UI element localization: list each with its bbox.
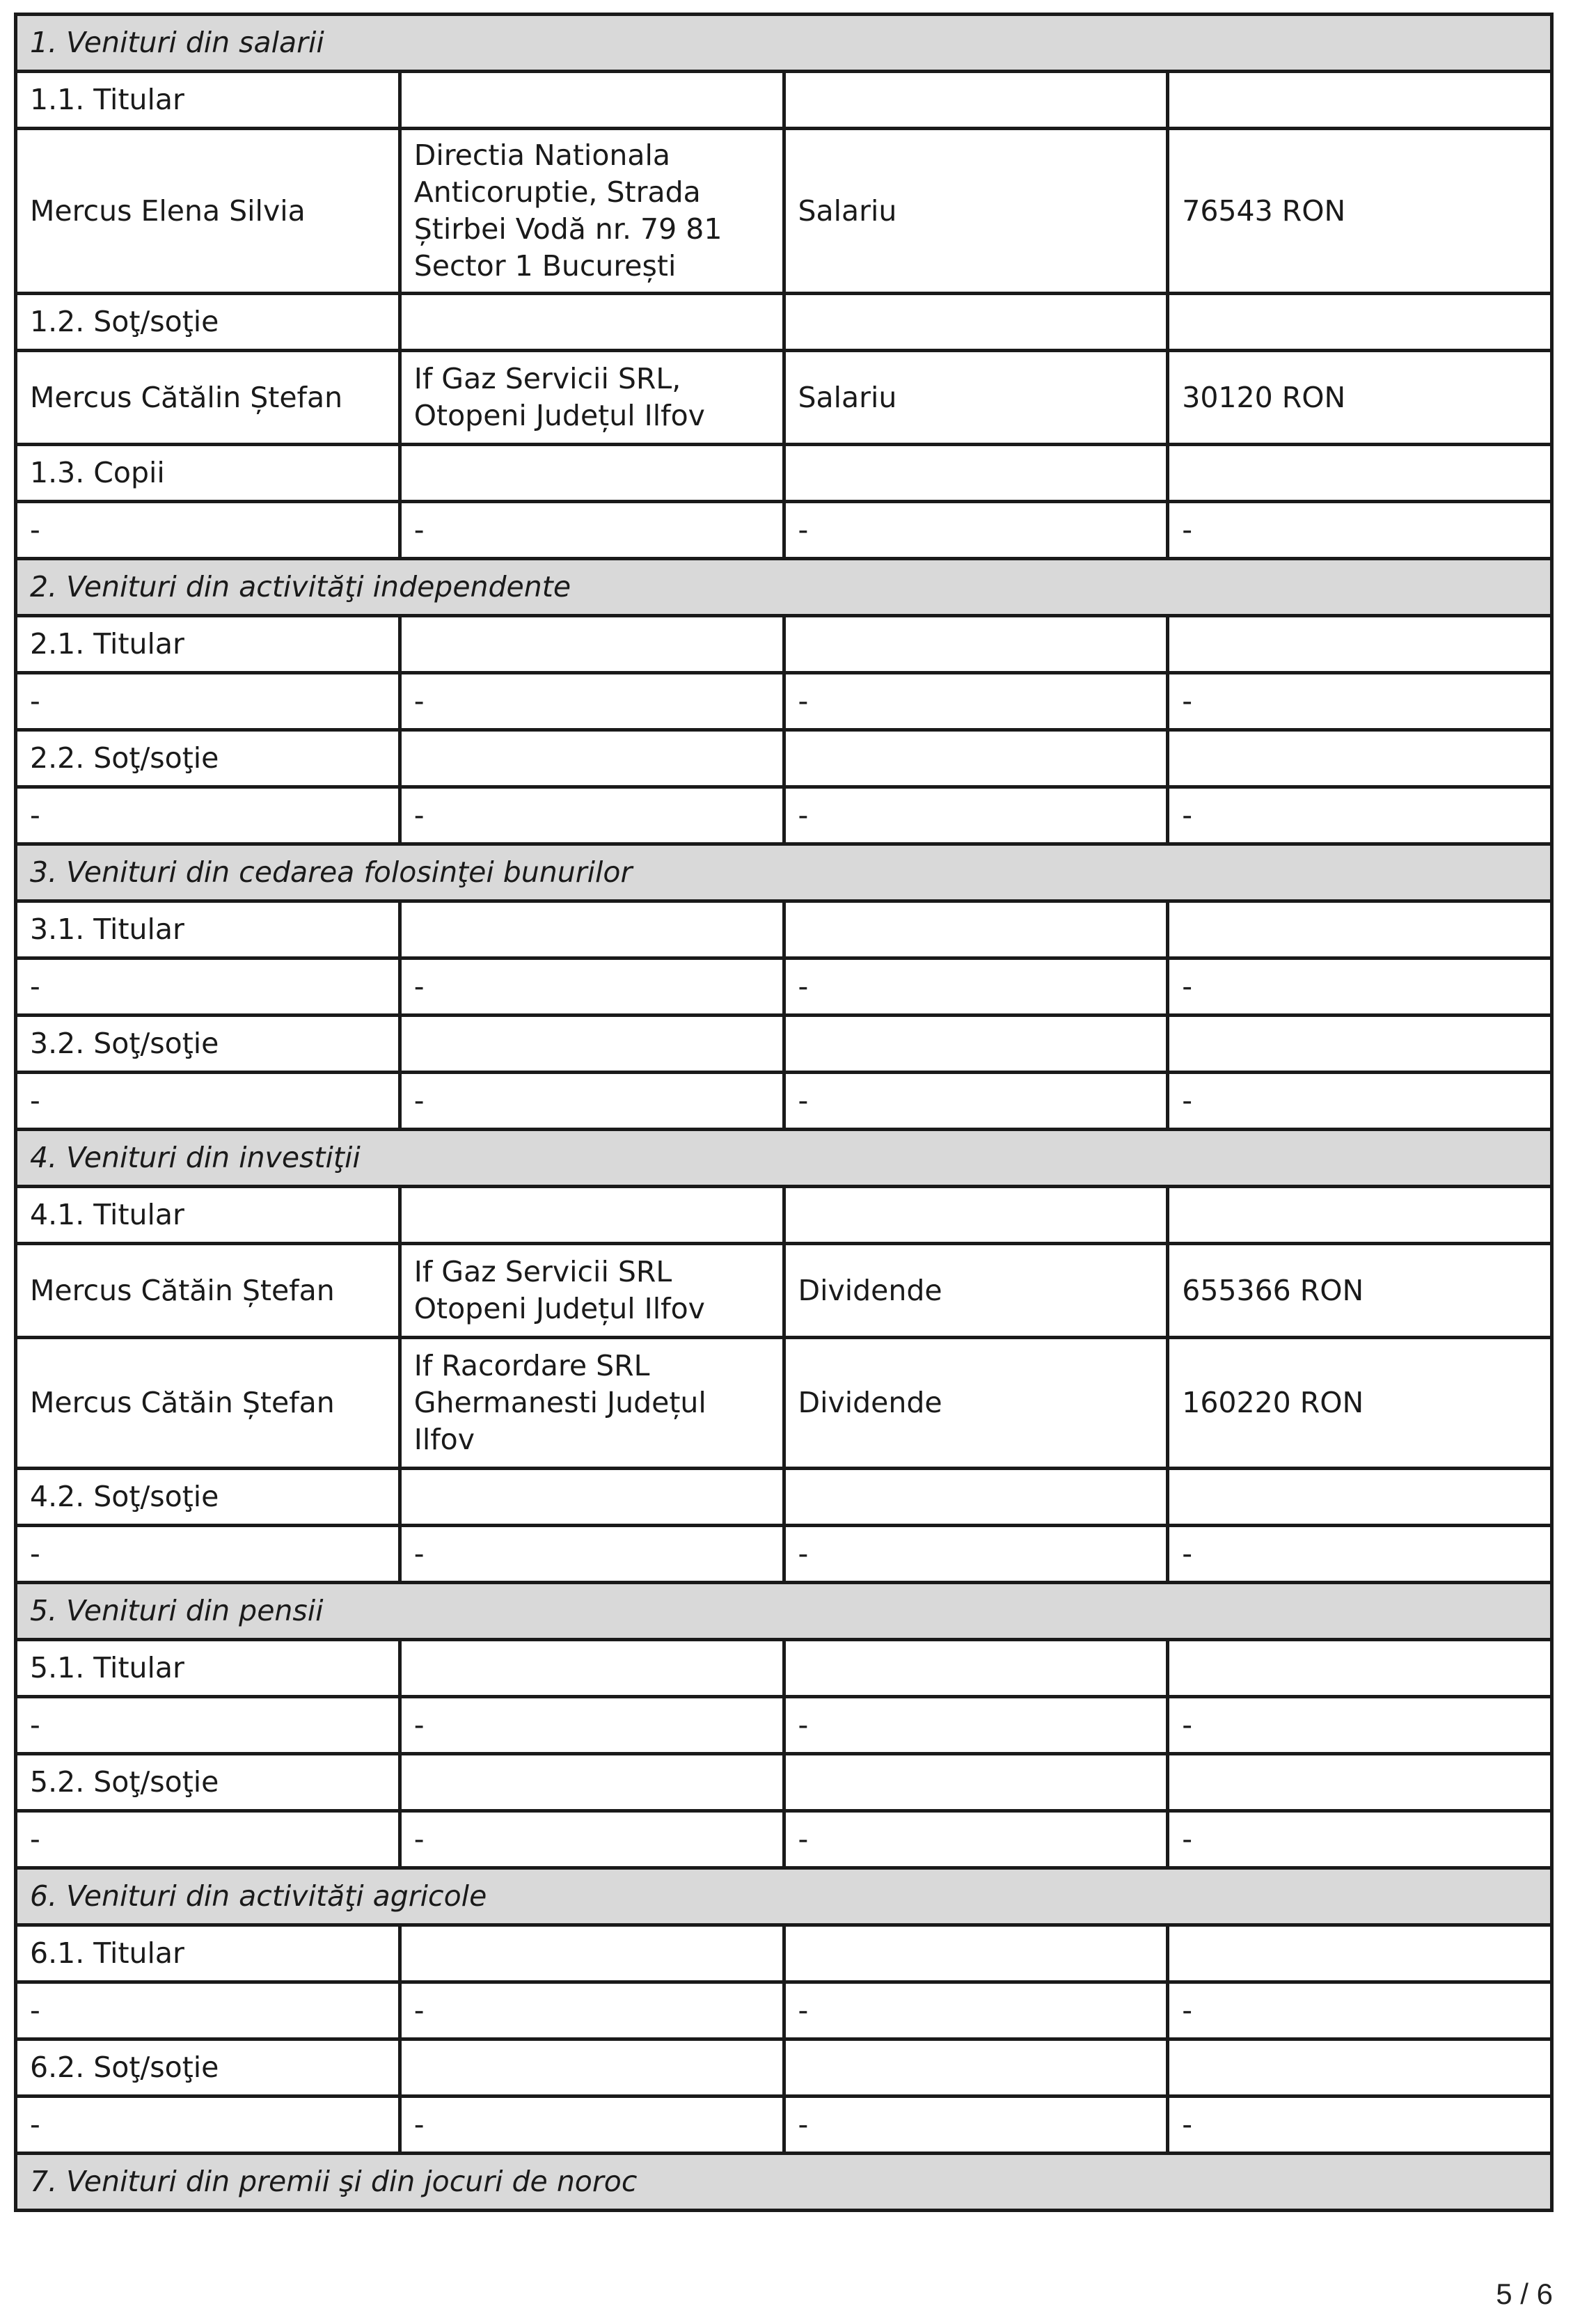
table-row <box>16 1338 1552 1469</box>
section-title: 7. Venituri din premii şi din jocuri de noroc <box>16 2154 1552 2211</box>
income-cell: - <box>1168 1526 1552 1583</box>
person-cell: 3.2. Soţ/soţie <box>16 1016 400 1073</box>
person-cell: - <box>16 1697 400 1754</box>
person-cell: - <box>16 1073 400 1130</box>
income-cell: 76543 RON <box>1168 129 1552 294</box>
person-cell: - <box>16 673 400 730</box>
person-cell: 1.2. Soţ/soţie <box>16 294 400 351</box>
table-row <box>16 1982 1552 2039</box>
person-cell: - <box>16 958 400 1016</box>
person-cell: 3.1. Titular <box>16 901 400 958</box>
income-cell <box>1168 1469 1552 1526</box>
person-cell: Mercus Cătăin Ștefan <box>16 1244 400 1338</box>
person-cell: 1.1. Titular <box>16 72 400 129</box>
income-cell <box>1168 901 1552 958</box>
source-cell <box>400 616 784 673</box>
person-cell: - <box>16 1811 400 1868</box>
income-cell: 160220 RON <box>1168 1338 1552 1469</box>
source-cell <box>400 1640 784 1697</box>
source-cell <box>400 1187 784 1244</box>
source-cell <box>400 1925 784 1982</box>
section-title: 4. Venituri din investiţii <box>16 1130 1552 1187</box>
table-row <box>16 445 1552 502</box>
section-title: 2. Venituri din activităţi independente <box>16 559 1552 616</box>
service-cell <box>784 730 1168 787</box>
service-cell: - <box>784 958 1168 1016</box>
table-row <box>16 673 1552 730</box>
table-row <box>16 129 1552 294</box>
income-cell <box>1168 1754 1552 1811</box>
source-cell: - <box>400 958 784 1016</box>
table-row <box>16 294 1552 351</box>
service-cell <box>784 2039 1168 2097</box>
person-cell: 6.2. Soţ/soţie <box>16 2039 400 2097</box>
source-cell <box>400 294 784 351</box>
service-cell: Dividende <box>784 1338 1168 1469</box>
table-row <box>16 1754 1552 1811</box>
source-cell <box>400 1016 784 1073</box>
person-cell: Mercus Elena Silvia <box>16 129 400 294</box>
section-header-row <box>16 1868 1552 1925</box>
service-cell: - <box>784 502 1168 559</box>
income-cell <box>1168 616 1552 673</box>
section-header-row <box>16 559 1552 616</box>
income-cell <box>1168 72 1552 129</box>
source-cell: If Racordare SRL Ghermanesti Județul Ilfov <box>400 1338 784 1469</box>
service-cell: - <box>784 1073 1168 1130</box>
service-cell: Salariu <box>784 351 1168 445</box>
section-title: 6. Venituri din activităţi agricole <box>16 1868 1552 1925</box>
table-row <box>16 1016 1552 1073</box>
source-cell: - <box>400 673 784 730</box>
source-cell <box>400 2039 784 2097</box>
service-cell: - <box>784 787 1168 844</box>
section-title: 5. Venituri din pensii <box>16 1583 1552 1640</box>
section-title: 1. Venituri din salarii <box>16 15 1552 72</box>
table-row <box>16 502 1552 559</box>
source-cell <box>400 901 784 958</box>
income-cell <box>1168 730 1552 787</box>
service-cell <box>784 1640 1168 1697</box>
source-cell <box>400 72 784 129</box>
income-cell <box>1168 2039 1552 2097</box>
service-cell: - <box>784 1811 1168 1868</box>
table-row <box>16 616 1552 673</box>
service-cell: Dividende <box>784 1244 1168 1338</box>
table-row <box>16 1697 1552 1754</box>
income-declaration-table <box>14 13 1554 2212</box>
income-cell <box>1168 1187 1552 1244</box>
source-cell: - <box>400 1073 784 1130</box>
service-cell: - <box>784 673 1168 730</box>
person-cell: - <box>16 2097 400 2154</box>
income-cell: - <box>1168 2097 1552 2154</box>
person-cell: 4.2. Soţ/soţie <box>16 1469 400 1526</box>
service-cell <box>784 1925 1168 1982</box>
person-cell: - <box>16 1526 400 1583</box>
income-cell: 655366 RON <box>1168 1244 1552 1338</box>
service-cell: - <box>784 1526 1168 1583</box>
income-cell: - <box>1168 958 1552 1016</box>
person-cell: 6.1. Titular <box>16 1925 400 1982</box>
table-row <box>16 72 1552 129</box>
service-cell <box>784 1469 1168 1526</box>
table-row <box>16 901 1552 958</box>
source-cell: If Gaz Servicii SRL Otopeni Județul Ilfov <box>400 1244 784 1338</box>
source-cell <box>400 730 784 787</box>
table-row <box>16 351 1552 445</box>
income-cell: - <box>1168 1073 1552 1130</box>
source-cell: Directia Nationala Anticoruptie, Strada Știrbei Vodă nr. 79 81 Sector 1 București <box>400 129 784 294</box>
income-cell <box>1168 1640 1552 1697</box>
table-row <box>16 2097 1552 2154</box>
table-row <box>16 787 1552 844</box>
income-cell: - <box>1168 1982 1552 2039</box>
table-row <box>16 1073 1552 1130</box>
source-cell: - <box>400 787 784 844</box>
table-row <box>16 1187 1552 1244</box>
section-header-row <box>16 1583 1552 1640</box>
income-cell <box>1168 445 1552 502</box>
table-row <box>16 1469 1552 1526</box>
service-cell <box>784 1754 1168 1811</box>
income-cell <box>1168 1925 1552 1982</box>
income-cell: - <box>1168 502 1552 559</box>
person-cell: Mercus Cătăin Ștefan <box>16 1338 400 1469</box>
table-row <box>16 958 1552 1016</box>
income-cell: - <box>1168 1811 1552 1868</box>
income-cell: - <box>1168 1697 1552 1754</box>
person-cell: 2.1. Titular <box>16 616 400 673</box>
source-cell: - <box>400 502 784 559</box>
person-cell: - <box>16 502 400 559</box>
table-row <box>16 1925 1552 1982</box>
source-cell <box>400 1469 784 1526</box>
table-row <box>16 730 1552 787</box>
source-cell: If Gaz Servicii SRL, Otopeni Județul Ilfov <box>400 351 784 445</box>
income-cell: - <box>1168 787 1552 844</box>
section-header-row <box>16 1130 1552 1187</box>
service-cell <box>784 1016 1168 1073</box>
person-cell: 1.3. Copii <box>16 445 400 502</box>
service-cell <box>784 294 1168 351</box>
source-cell <box>400 445 784 502</box>
table-row <box>16 1811 1552 1868</box>
section-header-row <box>16 844 1552 901</box>
table-row <box>16 2039 1552 2097</box>
income-cell <box>1168 294 1552 351</box>
income-cell <box>1168 1016 1552 1073</box>
table-row <box>16 1526 1552 1583</box>
source-cell: - <box>400 2097 784 2154</box>
person-cell: - <box>16 1982 400 2039</box>
income-cell: 30120 RON <box>1168 351 1552 445</box>
service-cell <box>784 72 1168 129</box>
service-cell <box>784 616 1168 673</box>
person-cell: - <box>16 787 400 844</box>
service-cell: - <box>784 1982 1168 2039</box>
person-cell: 5.2. Soţ/soţie <box>16 1754 400 1811</box>
service-cell <box>784 1187 1168 1244</box>
person-cell: Mercus Cătălin Ștefan <box>16 351 400 445</box>
section-title: 3. Venituri din cedarea folosinţei bunurilor <box>16 844 1552 901</box>
section-header-row <box>16 2154 1552 2211</box>
page-number: 5 / 6 <box>1496 2278 1553 2310</box>
service-cell: - <box>784 1697 1168 1754</box>
source-cell: - <box>400 1526 784 1583</box>
service-cell <box>784 901 1168 958</box>
person-cell: 4.1. Titular <box>16 1187 400 1244</box>
source-cell: - <box>400 1982 784 2039</box>
source-cell <box>400 1754 784 1811</box>
section-header-row <box>16 15 1552 72</box>
service-cell <box>784 445 1168 502</box>
service-cell: - <box>784 2097 1168 2154</box>
source-cell: - <box>400 1811 784 1868</box>
table-row <box>16 1640 1552 1697</box>
source-cell: - <box>400 1697 784 1754</box>
person-cell: 5.1. Titular <box>16 1640 400 1697</box>
service-cell: Salariu <box>784 129 1168 294</box>
table-row <box>16 1244 1552 1338</box>
income-cell: - <box>1168 673 1552 730</box>
person-cell: 2.2. Soţ/soţie <box>16 730 400 787</box>
